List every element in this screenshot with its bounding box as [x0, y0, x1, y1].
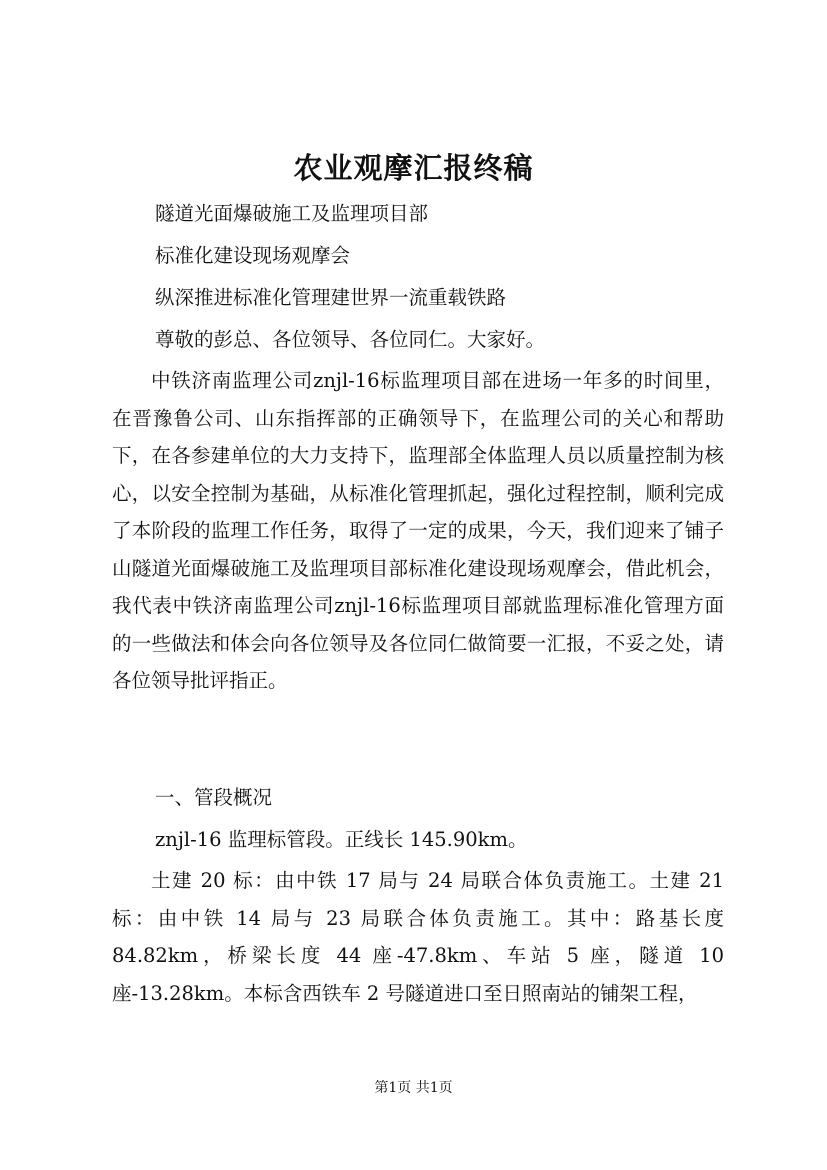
header-line-project: 隧道光面爆破施工及监理项目部 [155, 202, 429, 225]
paragraph-intro: 中铁济南监理公司znjl-16标监理项目部在进场一年多的时间里，在晋豫鲁公司、山东指挥部的正确领导下，在监理公司的关心和帮助下，在各参建单位的大力支持下，监理部全体监理人员以质量控制为核心，以安全控制为基础，从标准化管理抓起，强化过程控制，顺利完成了本阶段的监理工作任务，取得了一定的成果，今天，我们迎来了铺子山隧道光面爆破施工及监理项目部标准化建设现场观摩会，借此机会，我代表中铁济南监理公司znjl-16标监理项目部就监理标准化管理方面的一些做法和体会向各位领导及各位同仁做简要一汇报，不妥之处，请各位领导批评指正。 [112, 369, 724, 692]
document-title: 农业观摩汇报终稿 [293, 151, 534, 185]
page-footer: 第1页 共1页 [374, 1080, 453, 1096]
paragraph-civil-works: 土建 20 标：由中铁 17 局与 24 局联合体负责施工。土建 21 标：由中铁 14 局与 23 局联合体负责施工。其中：路基长度 84.82km，桥梁长度 44 座-47.8km、车站 5 座，隧道 10 座-13.28km。本标含西铁车 2 号隧道进口至日照南站的铺架工程， [112, 869, 724, 1005]
paragraph-section-length: znjl-16 监理标管段。正线长 145.90km。 [155, 828, 528, 851]
header-line-slogan: 纵深推进标准化管理建世界一流重载铁路 [155, 286, 507, 309]
section-heading-overview: 一、管段概况 [155, 786, 273, 809]
header-line-meeting: 标准化建设现场观摩会 [155, 244, 351, 267]
salutation: 尊敬的彭总、各位领导、各位同仁。大家好。 [155, 328, 546, 351]
